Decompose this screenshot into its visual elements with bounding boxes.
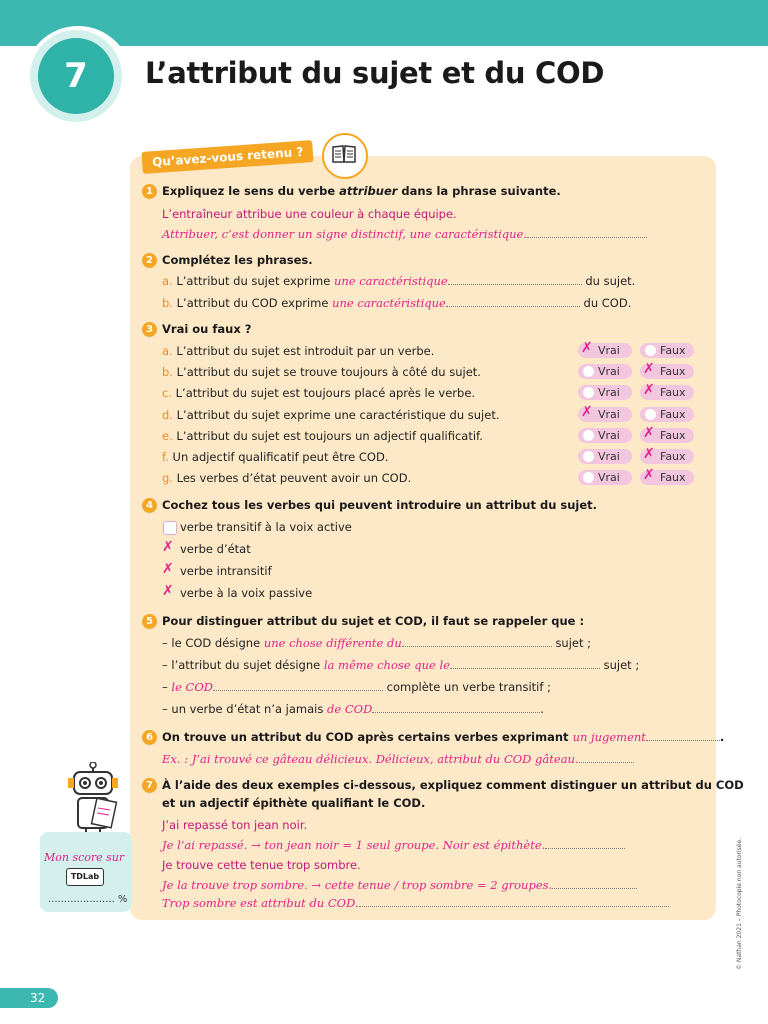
empty-checkbox[interactable]: [163, 521, 177, 535]
empty-circle-icon: [583, 451, 594, 462]
question-number: 2: [142, 253, 157, 268]
fill-line[interactable]: – le COD complète un verbe transitif ;: [162, 680, 551, 694]
faux-option[interactable]: ✗ Faux: [640, 428, 694, 443]
vrai-option[interactable]: Vrai: [578, 385, 632, 400]
question-number: 5: [142, 614, 157, 629]
vrai-option[interactable]: Vrai: [578, 364, 632, 379]
question-number: 6: [142, 730, 157, 745]
answer-line[interactable]: Trop sombre est attribut du COD.: [162, 896, 669, 910]
true-false-statement: e. L’attribut du sujet est toujours un adjectif qualificatif.: [162, 428, 483, 443]
question-number: 3: [142, 322, 157, 337]
answer-line[interactable]: Je la trouve trop sombre. → cette tenue / trop sombre = 2 groupes.: [162, 878, 637, 892]
question-5-text: Pour distinguer attribut du sujet et COD, il faut se rappeler que :: [162, 614, 585, 628]
checkbox-label: verbe transitif à la voix active: [180, 520, 352, 534]
cross-mark-icon: ✗: [581, 403, 593, 420]
fill-line[interactable]: a. L’attribut du sujet exprime une caractéristique du sujet.: [162, 274, 636, 288]
book-icon: [322, 133, 368, 179]
vrai-option[interactable]: ✗ Vrai: [578, 407, 632, 422]
empty-circle-icon: [583, 430, 594, 441]
faux-option[interactable]: ✗ Faux: [640, 364, 694, 379]
question-6-text[interactable]: On trouve un attribut du COD après certains verbes exprimant un jugement .: [162, 730, 725, 744]
question-7-text: À l’aide des deux exemples ci-dessous, expliquez comment distinguer un attribut du COD: [162, 778, 744, 792]
score-field[interactable]: ..................... %: [48, 894, 128, 905]
question-3-text: Vrai ou faux ?: [162, 322, 252, 336]
true-false-statement: c. L’attribut du sujet est toujours placé après le verbe.: [162, 386, 476, 401]
question-7-text-2: et un adjectif épithète qualifiant le COD.: [162, 796, 426, 810]
checked-box-icon[interactable]: ✗: [162, 583, 174, 599]
page-number: 32: [0, 988, 58, 1008]
top-banner: [0, 0, 768, 46]
vrai-option[interactable]: ✗ Vrai: [578, 343, 632, 358]
cross-mark-icon: ✗: [643, 467, 655, 484]
section-badge: Qu’avez-vous retenu ?: [141, 140, 314, 174]
question-number: 4: [142, 498, 157, 513]
empty-circle-icon: [645, 345, 656, 356]
faux-option[interactable]: Faux: [640, 407, 694, 422]
vrai-option[interactable]: Vrai: [578, 449, 632, 464]
empty-circle-icon: [583, 366, 594, 377]
cross-mark-icon: ✗: [643, 446, 655, 462]
question-number: 7: [142, 778, 157, 793]
page-title: L’attribut du sujet et du COD: [145, 56, 605, 90]
true-false-statement: a. L’attribut du sujet est introduit par un verbe.: [162, 344, 435, 358]
checkbox-label: verbe intransitif: [180, 564, 272, 578]
checkbox-label: verbe à la voix passive: [180, 586, 313, 600]
vrai-option[interactable]: Vrai: [578, 470, 632, 485]
score-title: Mon score sur: [44, 851, 125, 864]
empty-circle-icon: [583, 472, 594, 483]
chapter-number: 7: [38, 38, 114, 114]
tdlab-logo: TDLab: [66, 868, 104, 886]
question-number: 1: [142, 184, 157, 199]
empty-circle-icon: [645, 409, 656, 420]
example-sentence: Je trouve cette tenue trop sombre.: [162, 858, 361, 872]
faux-option[interactable]: Faux: [640, 343, 694, 358]
question-2-text: Complétez les phrases.: [162, 253, 313, 267]
example-sentence: L’entraîneur attribue une couleur à chaque équipe.: [162, 207, 457, 221]
cross-mark-icon: ✗: [643, 361, 655, 378]
faux-option[interactable]: ✗ Faux: [640, 449, 694, 464]
question-1-text: Expliquez le sens du verbe attribuer dans la phrase suivante.: [162, 184, 561, 198]
copyright-notice: © Nathan 2021 – Photocopie non autorisée.: [736, 837, 743, 970]
checkbox-label: verbe d’état: [180, 542, 251, 556]
fill-line[interactable]: – un verbe d’état n’a jamais de COD .: [162, 702, 544, 716]
answer-line[interactable]: Ex. : J’ai trouvé ce gâteau délicieux. Délicieux, attribut du COD gâteau.: [162, 752, 634, 766]
robot-mascot-icon: [58, 762, 128, 836]
cross-mark-icon: ✗: [643, 382, 655, 399]
cross-mark-icon: ✗: [643, 424, 655, 441]
faux-option[interactable]: ✗ Faux: [640, 470, 694, 485]
empty-circle-icon: [583, 387, 594, 398]
answer-line[interactable]: Attribuer, c’est donner un signe distinctif, une caractéristique.: [162, 227, 647, 241]
cross-mark-icon: ✗: [581, 340, 593, 356]
true-false-statement: g. Les verbes d’état peuvent avoir un COD.: [162, 471, 412, 486]
fill-line[interactable]: b. L’attribut du COD exprime une caractéristique du COD.: [162, 296, 632, 310]
true-false-statement: f. Un adjectif qualificatif peut être COD.: [162, 450, 389, 464]
fill-line[interactable]: – le COD désigne une chose différente du sujet ;: [162, 636, 592, 650]
faux-option[interactable]: ✗ Faux: [640, 385, 694, 400]
true-false-statement: b. L’attribut du sujet se trouve toujours à côté du sujet.: [162, 365, 481, 380]
example-sentence: J’ai repassé ton jean noir.: [162, 818, 308, 832]
vrai-option[interactable]: Vrai: [578, 428, 632, 443]
answer-line[interactable]: Je l’ai repassé. → ton jean noir = 1 seul groupe. Noir est épithète.: [162, 838, 625, 852]
true-false-statement: d. L’attribut du sujet exprime une caractéristique du sujet.: [162, 407, 500, 422]
question-4-text: Cochez tous les verbes qui peuvent introduire un attribut du sujet.: [162, 498, 598, 512]
checked-box-icon[interactable]: ✗: [162, 539, 174, 555]
checked-box-icon[interactable]: ✗: [162, 561, 174, 577]
fill-line[interactable]: – l’attribut du sujet désigne la même chose que le sujet ;: [162, 658, 640, 672]
